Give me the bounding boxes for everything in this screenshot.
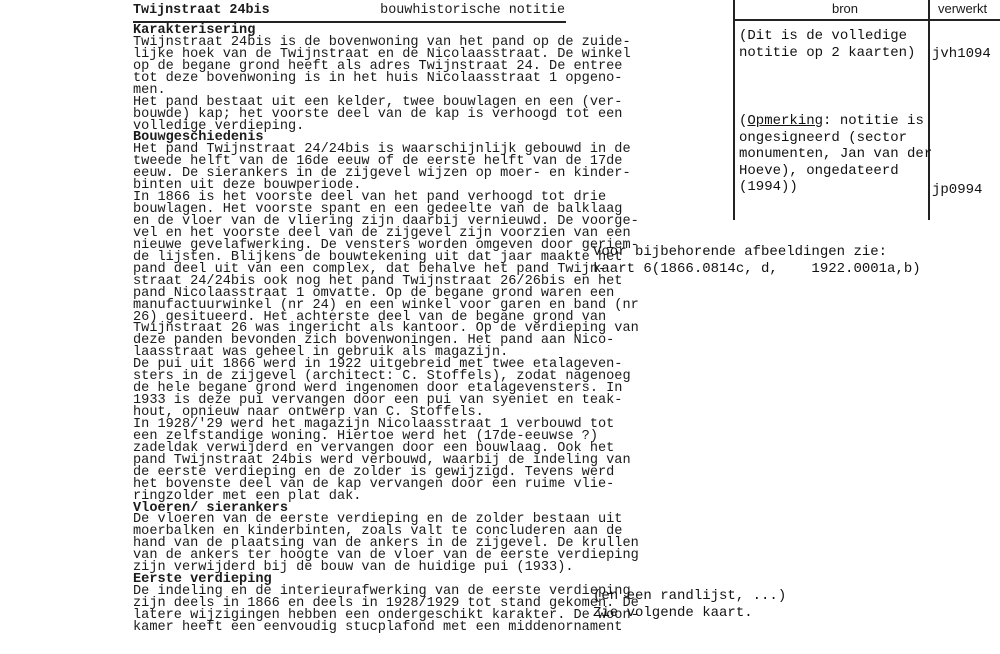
text-line: de hele begane grond werd ingenomen door etalagevensters. In bbox=[133, 381, 623, 397]
text-line: De pui uit 1866 werd in 1922 uitgebreid met twee etalageven- bbox=[133, 357, 623, 373]
section-heading: Eerste verdieping bbox=[133, 572, 272, 588]
text-line: tweede helft van de 16de eeuw of de eerste helft van de 17de bbox=[133, 154, 623, 170]
header-bron: bron bbox=[832, 1, 859, 16]
row2-verwerkt: jp0994 bbox=[932, 182, 983, 198]
text-line: bouwlagen. Het voorste spant en een gedeelte van de balklaag bbox=[133, 202, 623, 218]
text-line: nieuwe gevelafwerking. De vensters worden omgeven door geriem- bbox=[133, 237, 639, 253]
text-line: Twijnstraat 26 was ingericht als kantoor. Op de verdieping van bbox=[133, 321, 639, 337]
text-line: moerbalken en kinderbinten, zoals valt te concluderen aan de bbox=[133, 524, 623, 540]
document-header bbox=[133, 3, 565, 19]
text-line: lijke hoek van de Twijnstraat en de Nicolaasstraat. De winkel bbox=[133, 46, 631, 62]
text-line: De indeling en de interieurafwerking van de eerste verdieping bbox=[133, 584, 631, 600]
text-line: een zelfstandige woning. Hiertoe werd het (17de-eeuwse ?) bbox=[133, 428, 598, 444]
text-line: 1933 is deze pui vervangen door een pui van syeniet en teak- bbox=[133, 393, 623, 409]
text-line: op de begane grond heeft als adres Twijnstraat 24. De entree bbox=[133, 58, 623, 74]
notitie-body bbox=[133, 23, 639, 635]
text-line: hand van de plaatsing van de ankers in de zijgevel. De krullen bbox=[133, 536, 639, 552]
row2-bron: (Opmerking: notitie is ongesigneerd (sector monumenten, Jan van der Hoeve), ongedateerd (1994)) bbox=[739, 113, 933, 195]
header-verwerkt: verwerkt bbox=[938, 1, 988, 16]
document-type: bouwhistorische notitie bbox=[380, 3, 565, 18]
text-line: de lijsten. Blijkens de bouwtekening uit dat jaar maakte het bbox=[133, 249, 623, 265]
text-line: kamer heeft een eenvoudig stucplafond met een middenornament bbox=[133, 619, 623, 635]
text-line: zijn verwijderd bij de bouw van de huidige pui (1933). bbox=[133, 560, 574, 576]
text-line: tot deze bovenwoning is in het huis Nicolaasstraat 1 opgeno- bbox=[133, 70, 623, 86]
text-line: eeuw. De sierankers in de zijgevel wijzen op moer- en kinder- bbox=[133, 166, 631, 182]
text-line: Twijnstraat 24bis is de bovenwoning van het pand op de zuide- bbox=[133, 34, 631, 50]
text-line: In 1928/'29 werd het magazijn Nicolaasstraat 1 verbouwd tot bbox=[133, 416, 615, 432]
text-line: pand deel uit van een complex, dat behalve het pand Twijn- bbox=[133, 261, 607, 277]
section-heading: Bouwgeschiedenis bbox=[133, 130, 264, 146]
text-line: zijn deels in 1866 en deels in 1928/1929 tot stand gekomen. De bbox=[133, 596, 639, 611]
text-line: deze panden bevonden zich bovenwoningen. Het pand aan Nico- bbox=[133, 333, 615, 349]
text-line: ringzolder met een plat dak. bbox=[133, 488, 362, 504]
text-line: pand Nicolaasstraat 1 omvatte. Op de begane grond waren een bbox=[133, 285, 615, 301]
text-line: zadeldak verwijderd en vervangen door een bouwlaag. Ook het bbox=[133, 440, 615, 456]
text-line: men. bbox=[133, 82, 166, 98]
text-line: pand Twijnstraat 24bis werd verbouwd, waarbij de indeling van bbox=[133, 452, 631, 468]
text-line: De vloeren van de eerste verdieping en de zolder bestaan uit bbox=[133, 512, 623, 528]
remark-label: Opmerking bbox=[747, 113, 824, 129]
images-note: Voor bijbehorende afbeeldingen zie: kaart 6(1866.0814c, d, 1922.0001a,b) bbox=[593, 244, 921, 277]
text-line: laasstraat was geheel in gebruik als magazijn. bbox=[133, 345, 509, 361]
source-table bbox=[733, 0, 1000, 220]
text-line: manufactuurwinkel (nr 24) en een winkel voor garen en band (nr bbox=[133, 297, 639, 313]
section-heading: Karakterisering bbox=[133, 23, 256, 38]
table-header-rule bbox=[735, 19, 1000, 21]
row1-bron: (Dit is de volledige notitie op 2 kaarten) bbox=[739, 28, 916, 61]
text-line: vel en het voorste deel van de zijgevel zijn voorzien van een bbox=[133, 225, 631, 241]
text-line: bouwde) kap; het voorste deel van de kap is verhoogd tot een bbox=[133, 106, 623, 122]
text-line: binten uit deze bouwperiode. bbox=[133, 178, 362, 194]
section-heading: Vloeren/ sierankers bbox=[133, 500, 288, 516]
text-line: van de ankers ter hoogte van de vloer van de eerste verdieping bbox=[133, 548, 639, 564]
continuation-note: (en een randlijst, ...) Zie volgende kaart. bbox=[593, 588, 787, 621]
text-line: latere wijzigingen hebben een ondergeschikt karakter. De woon- bbox=[133, 607, 639, 623]
text-line: het bovenste deel van de kap vervangen door een ruime vlie- bbox=[133, 476, 615, 492]
text-line: In 1866 is het voorste deel van het pand verhoogd tot drie bbox=[133, 190, 607, 206]
text-line: hout, opnieuw naar ontwerp van C. Stoffels. bbox=[133, 405, 484, 420]
text-line: en de vloer van de vliering zijn daarbij vernieuwd. De voorge- bbox=[133, 214, 639, 229]
text-line: de eerste verdieping en de zolder is gewijzigd. Tevens werd bbox=[133, 464, 615, 480]
text-line: Het pand Twijnstraat 24/24bis is waarschijnlijk gebouwd in de bbox=[133, 142, 631, 158]
text-line: Het pand bestaat uit een kelder, twee bouwlagen en een (ver- bbox=[133, 94, 623, 110]
text-line: sters in de zijgevel (architect: C. Stoffels), zodat nagenoeg bbox=[133, 369, 631, 385]
text-line: straat 24/24bis ook nog het pand Twijnstraat 26/26bis en het bbox=[133, 273, 623, 289]
text-line: 26) gesitueerd. Het achterste deel van de begane grond van bbox=[133, 309, 607, 325]
remark-text: : notitie is ongesigneerd (sector monumenten, Jan van der Hoeve), ongedateerd (1994)) bbox=[739, 113, 933, 195]
text-line: volledige verdieping. bbox=[133, 118, 305, 134]
row1-verwerkt: jvh1094 bbox=[932, 46, 991, 62]
address-title: Twijnstraat 24bis bbox=[133, 3, 270, 18]
